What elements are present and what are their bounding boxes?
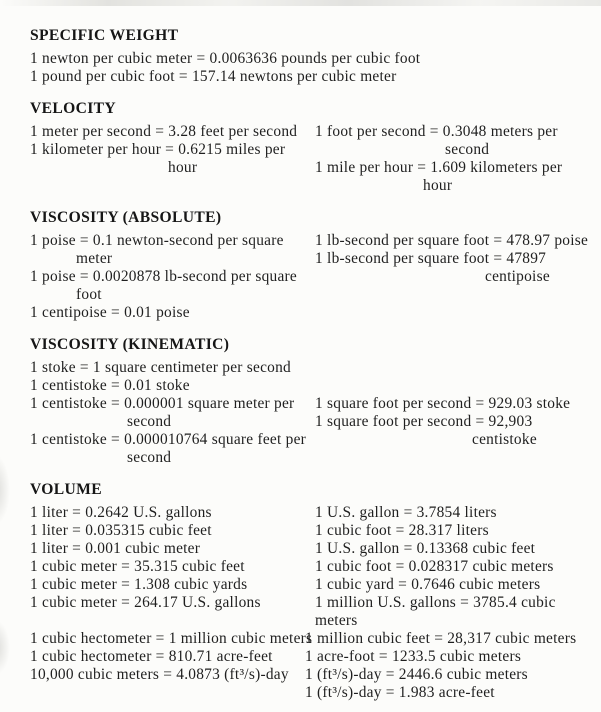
conversion-continuation-line: centipoise	[485, 268, 550, 285]
conversion-entry	[30, 504, 315, 522]
conversion-line: 1 centistoke = 0.000001 square meter per	[30, 395, 295, 412]
conversion-section-specific-weight	[30, 27, 593, 86]
conversion-entry	[315, 395, 593, 413]
conversion-entry	[30, 648, 315, 666]
conversion-entry	[305, 684, 593, 702]
conversion-entry	[315, 558, 593, 576]
conversion-entry	[30, 232, 315, 268]
section-heading: VISCOSITY (ABSOLUTE)	[30, 209, 222, 226]
conversion-entry	[30, 50, 593, 68]
conversion-section-velocity	[30, 100, 593, 195]
conversion-line: 1 centistoke = 0.01 stoke	[30, 377, 190, 394]
conversion-line: 1 centipoise = 0.01 poise	[30, 304, 190, 321]
conversion-entry	[30, 304, 315, 322]
conversion-entry	[305, 630, 593, 648]
right-column	[305, 504, 593, 702]
conversion-continuation-line: hour	[423, 177, 453, 194]
conversion-line: 1 mile per hour = 1.609 kilometers per	[315, 159, 563, 176]
conversion-entry	[305, 648, 593, 666]
conversion-line: 1 million cubic feet = 28,317 cubic meters	[305, 630, 577, 647]
conversion-line: 1 cubic foot = 0.028317 cubic meters	[315, 558, 554, 575]
conversion-line: 1 cubic meter = 1.308 cubic yards	[30, 576, 248, 593]
section-heading: VELOCITY	[30, 100, 116, 117]
conversion-entry	[30, 540, 315, 558]
conversion-line: 1 (ft³/s)-day = 2446.6 cubic meters	[305, 666, 528, 683]
conversion-entry	[30, 431, 315, 467]
conversion-line: 1 foot per second = 0.3048 meters per	[315, 123, 558, 140]
conversion-entry	[30, 594, 315, 612]
conversion-line: 1 lb-second per square foot = 478.97 poise	[315, 232, 589, 249]
section-columns	[30, 50, 593, 86]
conversion-line: 1 newton per cubic meter = 0.0063636 pounds per cubic foot	[30, 50, 421, 67]
left-column	[30, 50, 593, 86]
conversion-line: 1 cubic hectometer = 810.71 acre-feet	[30, 648, 273, 665]
conversion-line: 1 lb-second per square foot = 47897	[315, 250, 547, 267]
conversion-line: 1 million U.S. gallons = 3785.4 cubic	[315, 594, 556, 611]
conversion-entry	[315, 123, 593, 159]
conversion-line: 1 poise = 0.1 newton-second per square	[30, 232, 284, 249]
conversion-continuation-line: second	[445, 141, 490, 158]
section-heading: VISCOSITY (KINEMATIC)	[30, 336, 230, 353]
conversion-line: 1 kilometer per hour = 0.6215 miles per	[30, 141, 286, 158]
conversion-line: 1 cubic foot = 28.317 liters	[315, 522, 489, 539]
conversion-entry	[30, 141, 315, 177]
conversion-entry	[30, 576, 315, 594]
conversion-entry	[30, 68, 593, 86]
conversion-section-viscosity-absolute	[30, 209, 593, 322]
conversion-line: 1 square foot per second = 929.03 stoke	[315, 395, 571, 412]
conversion-section-volume	[30, 481, 593, 702]
conversion-continuation-line: hour	[168, 159, 198, 176]
conversion-line: 1 liter = 0.2642 U.S. gallons	[30, 504, 212, 521]
right-column	[315, 123, 593, 195]
conversion-line: 1 square foot per second = 92,903	[315, 413, 533, 430]
left-column	[30, 504, 315, 702]
section-columns	[30, 504, 593, 702]
conversion-entry	[30, 359, 315, 377]
conversion-line: 1 U.S. gallon = 3.7854 liters	[315, 504, 497, 521]
conversion-entry	[315, 413, 593, 449]
section-heading: SPECIFIC WEIGHT	[30, 27, 179, 44]
conversion-entry	[30, 377, 315, 395]
blank-line	[30, 612, 315, 630]
left-column	[30, 359, 315, 467]
section-columns	[30, 123, 593, 195]
conversion-continuation-line: second	[127, 413, 172, 430]
section-columns	[30, 359, 593, 467]
conversion-line: 1 U.S. gallon = 0.13368 cubic feet	[315, 540, 536, 557]
conversion-line: 10,000 cubic meters = 4.0873 (ft³/s)-day	[30, 666, 289, 683]
conversion-entry	[315, 159, 593, 195]
conversion-line: 1 cubic yard = 0.7646 cubic meters	[315, 576, 541, 593]
conversion-line: 1 pound per cubic foot = 157.14 newtons per cubic meter	[30, 68, 397, 85]
conversion-continuation-line: meters	[315, 612, 358, 629]
conversion-entry	[30, 522, 315, 540]
left-column	[30, 123, 315, 195]
conversion-continuation-line: centistoke	[472, 431, 537, 448]
conversion-continuation-line: meter	[76, 250, 113, 267]
conversion-line: 1 cubic meter = 35.315 cubic feet	[30, 558, 245, 575]
conversion-entry	[30, 268, 315, 304]
conversion-line: 1 cubic meter = 264.17 U.S. gallons	[30, 594, 261, 611]
conversion-entry	[315, 504, 593, 522]
conversion-entry	[315, 522, 593, 540]
right-column	[315, 395, 593, 467]
conversion-entry	[30, 630, 315, 648]
conversion-entry	[30, 123, 315, 141]
conversion-line: 1 cubic hectometer = 1 million cubic meters	[30, 630, 313, 647]
conversion-entry	[315, 594, 593, 630]
conversion-line: 1 acre-foot = 1233.5 cubic meters	[305, 648, 522, 665]
conversion-continuation-line: second	[127, 449, 172, 466]
conversion-line: 1 (ft³/s)-day = 1.983 acre-feet	[305, 684, 495, 701]
conversion-entry	[30, 395, 315, 431]
conversion-line: 1 liter = 0.035315 cubic feet	[30, 522, 212, 539]
conversion-entry	[30, 612, 315, 630]
right-column	[315, 232, 593, 322]
conversion-entry	[315, 250, 593, 286]
conversion-entry	[30, 666, 315, 684]
conversion-line: 1 liter = 0.001 cubic meter	[30, 540, 201, 557]
conversion-line: 1 stoke = 1 square centimeter per second	[30, 359, 291, 376]
conversion-section-viscosity-kinematic	[30, 336, 593, 467]
conversion-continuation-line: foot	[76, 286, 102, 303]
conversion-entry	[315, 232, 593, 250]
conversion-entry	[30, 558, 315, 576]
left-column	[30, 232, 315, 322]
conversion-entry	[315, 540, 593, 558]
conversion-line: 1 meter per second = 3.28 feet per second	[30, 123, 298, 140]
conversion-entry	[315, 576, 593, 594]
section-heading: VOLUME	[30, 481, 102, 498]
conversion-line: 1 centistoke = 0.000010764 square feet per	[30, 431, 307, 448]
section-columns	[30, 232, 593, 322]
conversion-line: 1 poise = 0.0020878 lb-second per square	[30, 268, 298, 285]
conversion-entry	[305, 666, 593, 684]
